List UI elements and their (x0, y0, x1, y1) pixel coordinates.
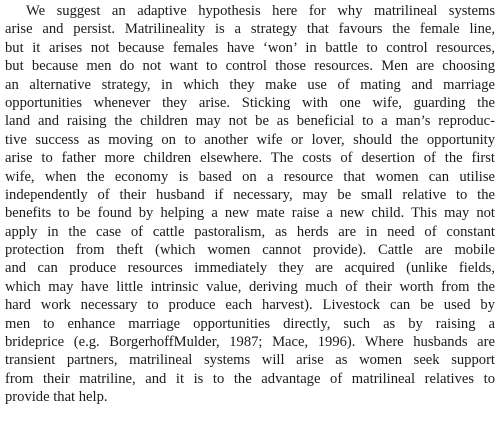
paragraph-line: wife, when the economy is based on a resource that women can utilise (5, 168, 495, 185)
paragraph-line: and can produce resources immediately they are acquired (unlike fields, (5, 260, 495, 277)
paragraph-line: arise to father more children elsewhere. The costs of desertion of the first (5, 150, 495, 167)
paragraph-line: We suggest an adaptive hypothesis here for why matrilineal systems (26, 3, 495, 19)
paragraph-line: opportunities whenever they arise. Sticking with one wife, guarding the (5, 94, 495, 111)
paragraph-line: but it arises not because females have ‘won’ in battle to control resources, (5, 39, 495, 56)
paragraph-line: benefits to be found by helping a new mate raise a new child. This may not (5, 205, 495, 222)
paragraph-line: but because men do not want to control those resources. Men are choosing (5, 58, 495, 75)
paragraph-line: apply in the case of cattle pastoralism, as herds are in need of constant (5, 223, 495, 240)
paragraph-line: brideprice (e.g. BorgerhoffMulder, 1987; Mace, 1996). Where husbands are (5, 334, 495, 351)
paragraph-line: independently of their husband if necessary, may be small relative to the (5, 186, 495, 203)
body-paragraph (5, 2, 495, 407)
paragraph-line: from their matriline, and it is to the advantage of matrilineal relatives to (5, 370, 495, 387)
paragraph-line: which may have little intrinsic value, deriving much of their worth from the (5, 278, 495, 295)
paragraph-line: an alternative strategy, in which they make use of mating and marriage (5, 76, 495, 93)
paragraph-line: men to enhance marriage opportunities directly, such as by raising a (5, 315, 495, 332)
paragraph-line: land and raising the children may not be as beneficial to a man’s reproduc- (5, 113, 495, 130)
paragraph-line: tive success as moving on to another wife or lover, should the opportunity (5, 131, 495, 148)
paragraph-line: provide that help. (5, 389, 108, 406)
paragraph-line: protection from theft (which women cannot provide). Cattle are mobile (5, 242, 495, 259)
paragraph-line: hard work necessary to produce each harvest). Livestock can be used by (5, 297, 495, 314)
paragraph-line: arise and persist. Matrilineality is a strategy that favours the female line, (5, 21, 495, 38)
paragraph-line: transient partners, matrilineal systems will arise as women seek support (5, 352, 495, 369)
